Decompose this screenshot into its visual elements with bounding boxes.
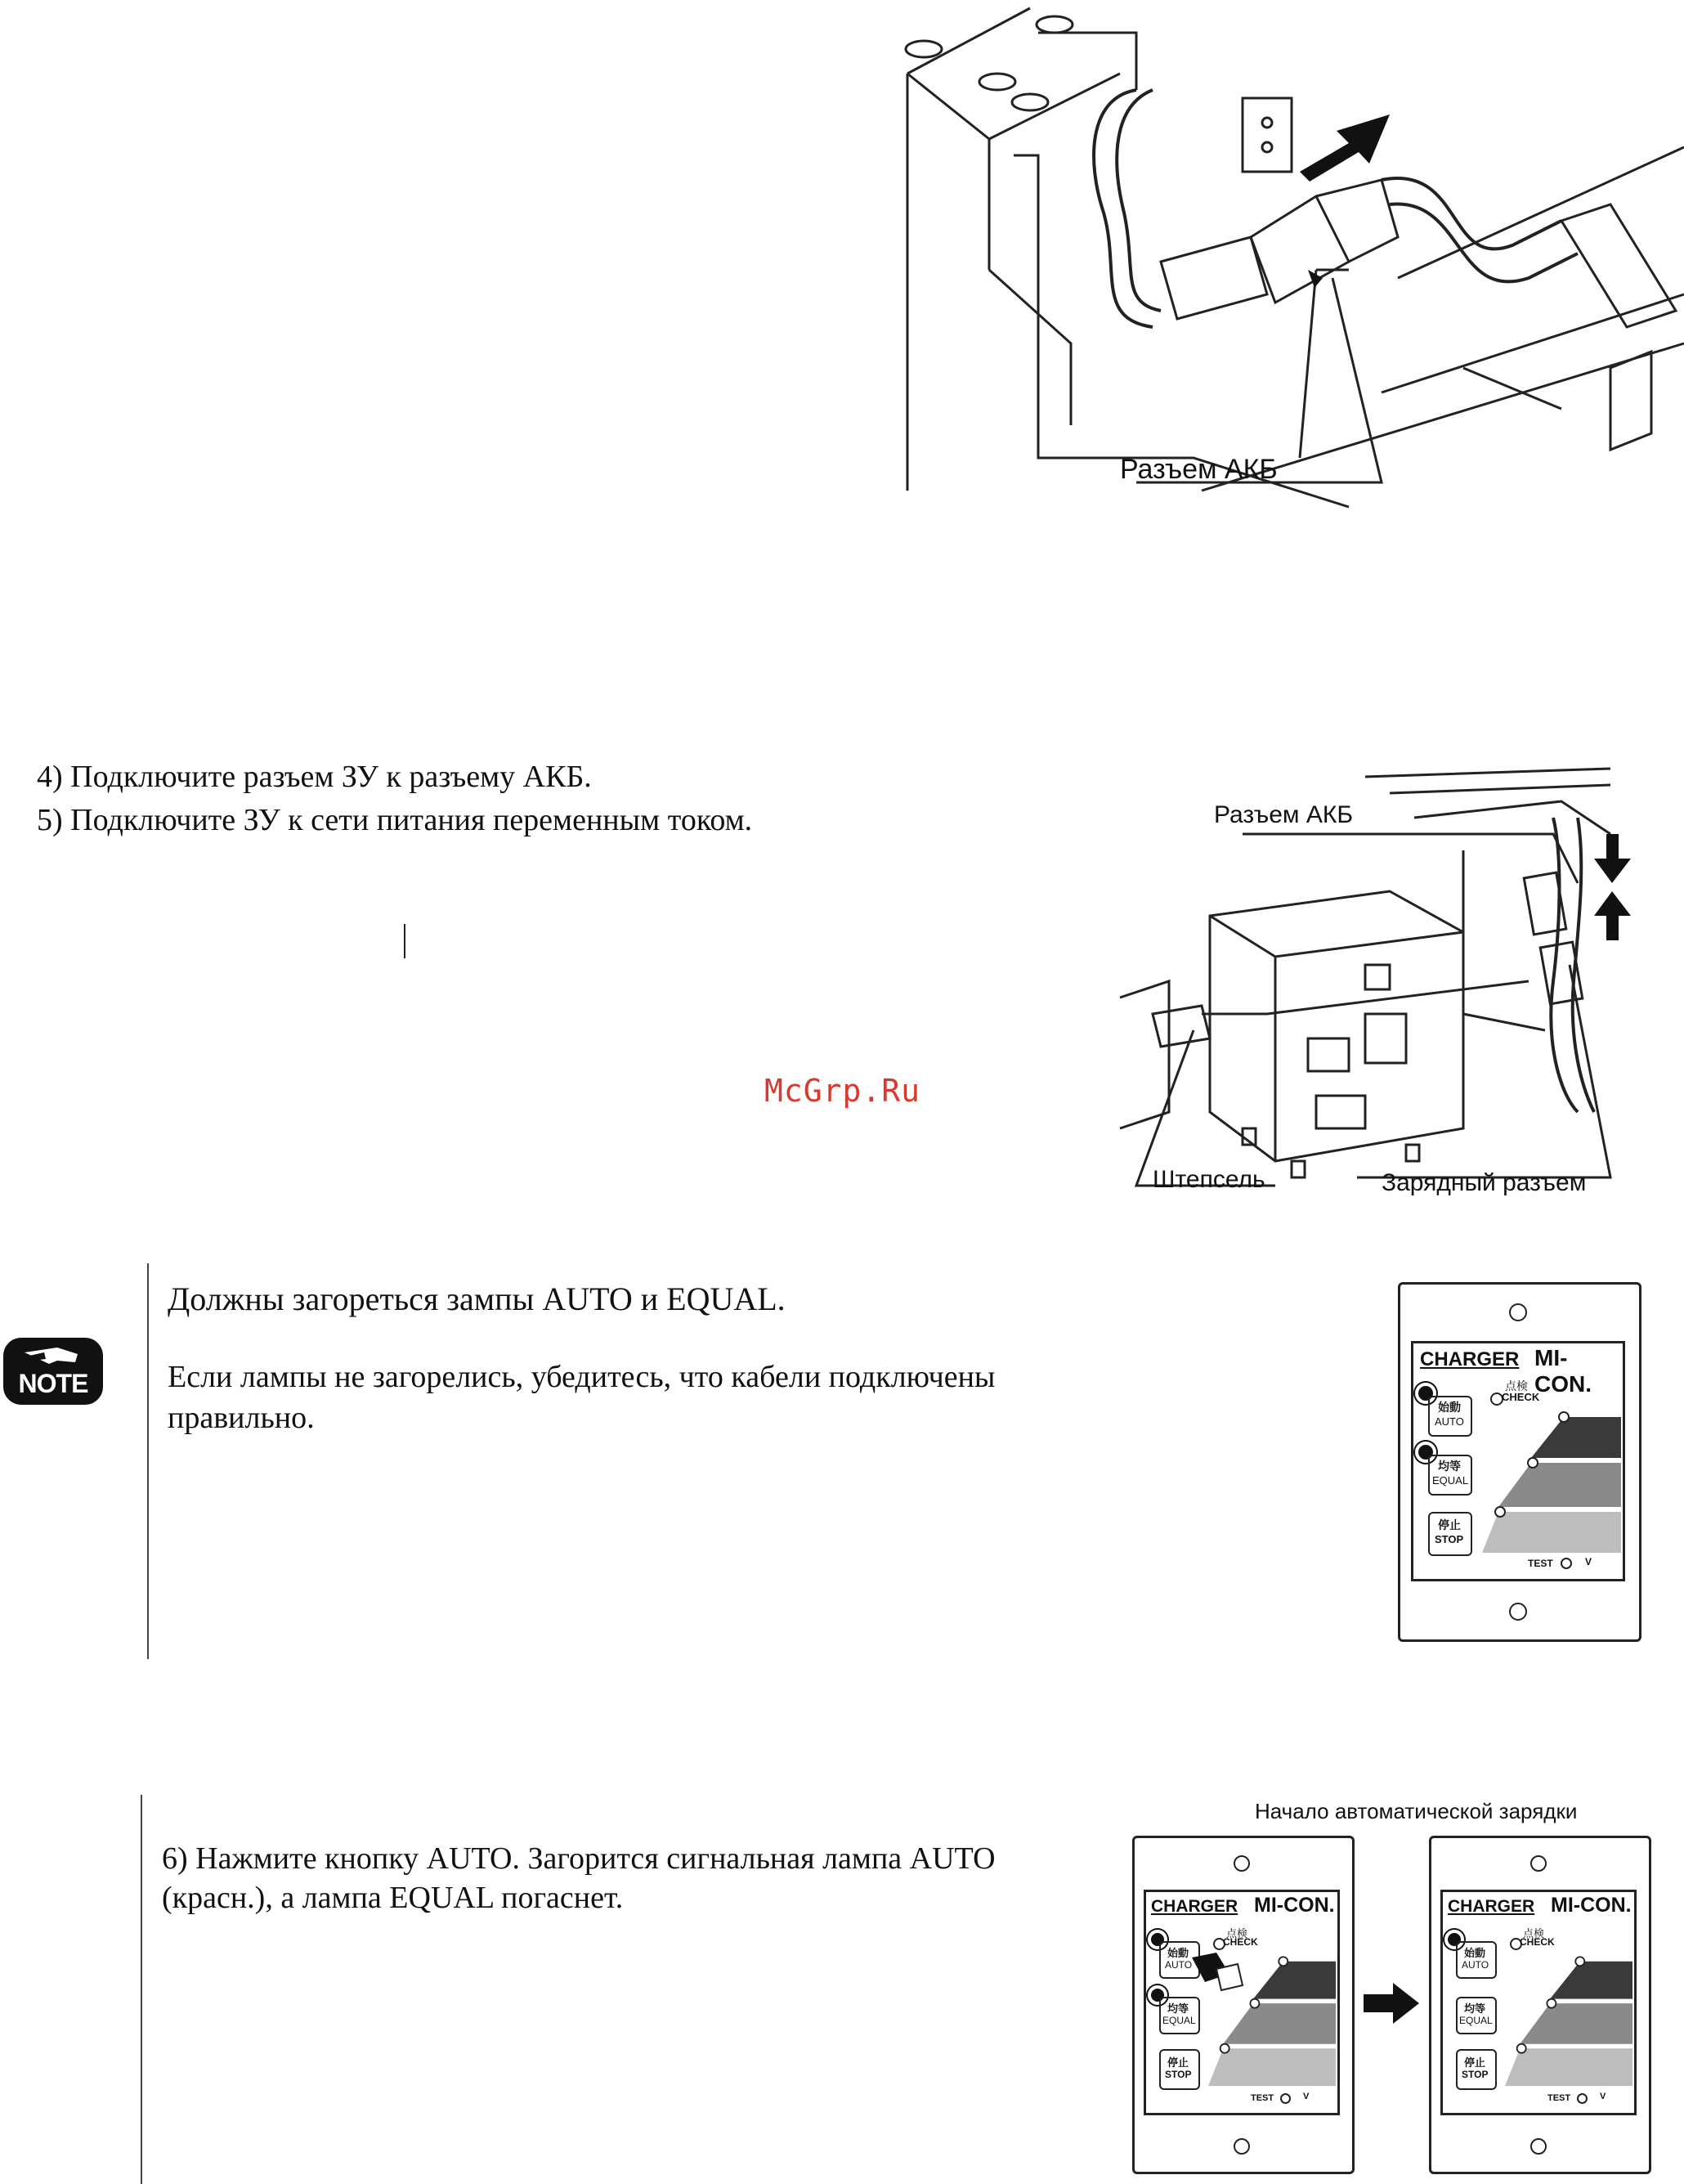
equal-button-label: EQUAL <box>1162 2015 1196 2026</box>
stop-button-label: STOP <box>1435 1533 1464 1545</box>
watermark: McGrp.Ru <box>764 1073 921 1109</box>
transition-arrow-icon <box>1364 1983 1421 2024</box>
panel-screw-bottom <box>1509 1603 1527 1621</box>
panel-title-charger: CHARGER <box>1151 1897 1238 1916</box>
panel-screw-top <box>1234 1855 1250 1872</box>
equal-button[interactable] <box>1159 1997 1200 2034</box>
panel-screw-bottom <box>1530 2138 1547 2155</box>
charging-connector-label: Зарядный разъем <box>1382 1169 1587 1196</box>
stop-button-label: STOP <box>1165 2069 1192 2080</box>
stop-button-cn: 停止 <box>1167 2056 1189 2069</box>
panel-screw-top <box>1530 1855 1547 1872</box>
stop-button[interactable] <box>1159 2049 1200 2090</box>
auto-button-label: AUTO <box>1462 1959 1489 1971</box>
step6-divider <box>141 1795 142 2184</box>
auto-button-cn: 始動 <box>1464 1947 1486 1959</box>
panel-title-micon: MI-CON. <box>1551 1894 1632 1917</box>
check-label-cn: 点検 <box>1523 1927 1545 1940</box>
note-line-1: Должны загореться зампы AUTO и EQUAL. <box>168 1280 786 1317</box>
test-label: TEST <box>1528 1558 1553 1569</box>
step-6-line-2: (красн.), а лампа EQUAL погаснет. <box>162 1881 624 1915</box>
volt-label: V <box>1585 1556 1592 1567</box>
auto-button-label: AUTO <box>1165 1959 1193 1971</box>
auto-button-label: AUTO <box>1435 1415 1464 1428</box>
check-label-cn: 点検 <box>1226 1927 1248 1940</box>
note-badge-text: NOTE <box>18 1369 88 1398</box>
step-6-line-1: 6) Нажмите кнопку AUTO. Загорится сигнальная лампа AUTO <box>162 1841 996 1876</box>
stop-button-cn: 停止 <box>1438 1518 1461 1531</box>
step-5: 5) Подключите ЗУ к сети питания переменным током. <box>37 803 753 837</box>
auto-button-cn: 始動 <box>1438 1401 1461 1414</box>
test-lamp-icon <box>1561 1558 1572 1569</box>
stop-button-cn: 停止 <box>1464 2056 1486 2069</box>
battery-connector-label: Разъем АКБ <box>1214 801 1354 828</box>
figure-charger-connection <box>1120 769 1627 1210</box>
equal-button-label: EQUAL <box>1459 2015 1493 2026</box>
charger-connection-drawing <box>1120 769 1627 1210</box>
volt-label: V <box>1303 2092 1310 2101</box>
note-line-2: Если лампы не загорелись, убедитесь, что кабели подключены <box>168 1360 996 1394</box>
panel-face <box>1411 1341 1625 1581</box>
equal-button[interactable] <box>1428 1455 1472 1496</box>
control-panel-after <box>1429 1836 1650 2173</box>
panel-face <box>1440 1890 1637 2115</box>
check-label: CHECK <box>1223 1936 1258 1948</box>
figure-battery-connector <box>891 0 1684 507</box>
charge-level-bars <box>1208 1938 1336 2090</box>
stop-button-label: STOP <box>1462 2069 1489 2080</box>
equal-button[interactable] <box>1456 1997 1497 2034</box>
note-badge <box>0 1334 106 1408</box>
panel-face <box>1144 1890 1340 2115</box>
equal-button-cn: 均等 <box>1167 2002 1189 2015</box>
equal-button-cn: 均等 <box>1464 2002 1486 2015</box>
control-panel-note <box>1398 1282 1640 1640</box>
note-line-3: правильно. <box>168 1401 315 1435</box>
auto-button-cn: 始動 <box>1167 1947 1189 1959</box>
check-label: CHECK <box>1520 1936 1555 1948</box>
battery-connector-drawing <box>891 0 1684 507</box>
stop-button[interactable] <box>1456 2049 1497 2090</box>
equal-button-cn: 均等 <box>1438 1460 1461 1473</box>
test-label: TEST <box>1547 2093 1571 2103</box>
equal-button-label: EQUAL <box>1432 1474 1469 1487</box>
panel-title-charger: CHARGER <box>1420 1348 1520 1370</box>
panel-title-micon: MI-CON. <box>1254 1894 1335 1917</box>
check-label-cn: 点検 <box>1505 1379 1528 1392</box>
control-panel-before <box>1132 1836 1353 2173</box>
volt-label: V <box>1600 2092 1606 2101</box>
charge-level-bars <box>1482 1392 1621 1556</box>
step-4: 4) Подключите разъем ЗУ к разъему АКБ. <box>37 760 592 794</box>
plug-label: Штепсель <box>1153 1166 1265 1193</box>
text-cursor-mark <box>404 924 405 958</box>
charge-level-bars <box>1505 1938 1632 2090</box>
check-label: CHECK <box>1502 1391 1540 1403</box>
panel-screw-bottom <box>1234 2138 1250 2155</box>
battery-connector-label-top: Разъем АКБ <box>1120 454 1278 485</box>
panel-title-charger: CHARGER <box>1448 1897 1535 1916</box>
stop-button[interactable] <box>1428 1512 1472 1556</box>
auto-button[interactable] <box>1428 1396 1472 1437</box>
panel-title-micon: MI-CON. <box>1534 1345 1592 1397</box>
panel-screw-top <box>1509 1303 1527 1321</box>
auto-button[interactable] <box>1456 1941 1497 1979</box>
test-lamp-icon <box>1577 2093 1588 2104</box>
test-label: TEST <box>1251 2093 1274 2103</box>
test-lamp-icon <box>1280 2093 1291 2104</box>
note-divider <box>147 1263 149 1659</box>
auto-charging-caption: Начало автоматической зарядки <box>1255 1799 1578 1823</box>
